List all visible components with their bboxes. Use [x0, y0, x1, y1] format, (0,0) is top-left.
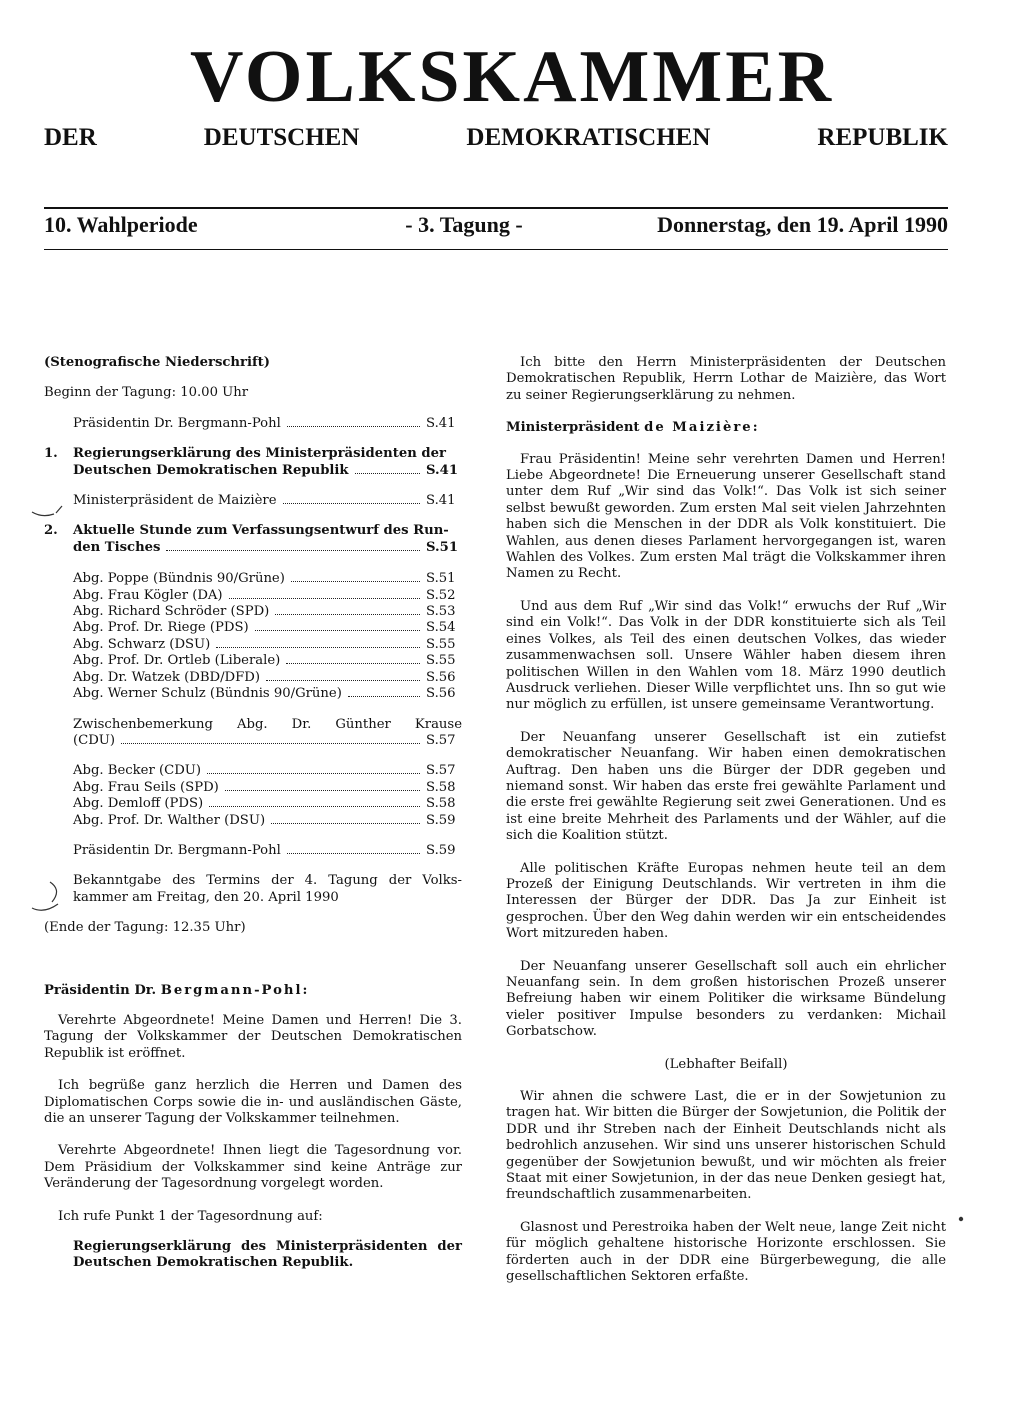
toc-entry — [73, 604, 462, 620]
toc-entry — [44, 493, 462, 509]
toc-page: S.57 — [426, 732, 456, 748]
toc-leader — [275, 614, 420, 615]
header-rule-bottom — [44, 249, 948, 250]
announcement-entry — [44, 873, 462, 906]
toc-label: Ministerpräsident de Maizière — [73, 493, 277, 509]
agenda-title-line: Aktuelle Stunde zum Verfassungsentwurf des Run- — [73, 523, 449, 539]
session-date: Donnerstag, den 19. April 1990 — [657, 212, 948, 237]
agenda-title-line: den Tisches — [73, 539, 161, 555]
toc-page: S.56 — [426, 686, 456, 702]
applause-note: (Lebhafter Beifall) — [664, 1056, 788, 1072]
speech-paragraph: Der Neuanfang unserer Gesellschaft ist ein zutiefst demokratischer Neuanfang. Wir haben einen demokratischen Auftrag. Den haben uns die Bürger der DDR gegeben und niemand sonst. Wir haben das erste frei gewählte Parlament und die erste frei gewählte Regierung seit zwei Generationen. Und es ist eine breite Mehrheit des Parlaments und der Wähler, auf die sich die Koalition stützt. — [506, 729, 946, 844]
toc-label: Abg. Dr. Watzek (DBD/DFD) — [73, 669, 260, 685]
subtitle-word: DER — [44, 124, 97, 151]
toc-label: (CDU) — [73, 732, 116, 748]
toc-label: Abg. Prof. Dr. Walther (DSU) — [73, 812, 266, 828]
toc-page: S.52 — [426, 587, 456, 603]
speaker-list-2 — [44, 763, 462, 829]
agenda-number: 1. — [44, 446, 58, 462]
toc-label: Abg. Schwarz (DSU) — [73, 636, 211, 652]
subtitle-word: DEUTSCHEN — [203, 124, 360, 151]
toc-leader — [286, 663, 420, 664]
toc-entry — [73, 686, 462, 702]
agenda-item-2 — [44, 523, 462, 556]
toc-entry — [73, 637, 462, 653]
dot-mark-icon — [956, 1214, 966, 1224]
toc-leader — [291, 581, 420, 582]
toc-leader — [287, 853, 420, 854]
masthead-subtitle — [44, 124, 948, 152]
speaker-list-1 — [44, 571, 462, 702]
toc-leader — [166, 550, 420, 551]
toc-entry — [73, 813, 462, 829]
toc-label: Abg. Frau Seils (SPD) — [73, 779, 219, 795]
speech-paragraph: Glasnost und Perestroika haben der Welt neue, lange Zeit nicht für möglich gehaltene historische Horizonte erschlossen. Sie förderten auch in der DDR eine Bürgerbewegung, die alle gesellschaftlichen Sektoren erfaßte. — [506, 1219, 946, 1285]
toc-entry — [73, 670, 462, 686]
subtitle-word: DEMOKRATISCHEN — [466, 124, 711, 151]
right-column — [506, 355, 946, 1302]
speaker-colon: : — [752, 420, 758, 436]
agenda-item-1 — [44, 446, 462, 479]
toc-leader — [121, 743, 420, 744]
speaker-name: de Maizière — [644, 420, 753, 436]
toc-entry — [44, 843, 462, 859]
toc-entry — [73, 796, 462, 812]
speech-paragraph: Alle politischen Kräfte Europas nehmen heute teil an dem Prozeß der Einigung Deutschlands. Wir vertreten in ihm die Interessen der Bürger der DDR. Das Ja zur Einheit ist gesprochen. Über den Weg dahin werden wir ein entscheidendes Wort mitzureden haben. — [506, 860, 946, 942]
toc-page: S.57 — [426, 763, 456, 779]
agenda-title-line: Deutschen Demokratischen Republik — [73, 462, 349, 478]
toc-page: S.58 — [426, 796, 456, 812]
toc-page: S.41 — [426, 493, 456, 509]
speech-paragraph: Ich begrüße ganz herzlich die Herren und Damen des Diplomatischen Corps sowie die in- und ausländischen Gäste, die an unserer Tagung der Volkskammer teilnehmen. — [44, 1078, 462, 1126]
toc-leader — [255, 630, 420, 631]
toc-leader — [348, 696, 420, 697]
toc-page: S.54 — [426, 620, 456, 636]
subtitle-word: REPUBLIK — [817, 124, 948, 151]
toc-label: Abg. Richard Schröder (SPD) — [73, 604, 270, 620]
toc-entry — [44, 416, 462, 432]
toc-label: Präsidentin Dr. Bergmann-Pohl — [73, 415, 281, 431]
toc-entry — [73, 780, 462, 796]
speech-paragraph: Wir ahnen die schwere Last, die er in der Sowjetunion zu tragen hat. Wir bitten die Bürger der Sowjetunion, die Politik der DDR und ihr Streben nach der Einheit Deutschlands nicht als bedrohlich anzusehen. Wir sind uns unserer historischen Schuld gegenüber der Sowjetunion bewußt, und wir möchten als freier Staat mit einer Sowjetunion, in der das neue Denken gesiegt hat, freundschaftlich zusammenarbeiten. — [506, 1089, 946, 1203]
toc-leader — [283, 503, 420, 504]
toc-label: Abg. Becker (CDU) — [73, 763, 202, 779]
toc-label: Abg. Frau Kögler (DA) — [73, 587, 223, 603]
speech-paragraph: Ich rufe Punkt 1 der Tagesordnung auf: — [58, 1208, 323, 1224]
toc-leader — [266, 680, 420, 681]
announcement-line: Bekanntgabe des Termins der 4. Tagung der Volks- — [73, 873, 462, 889]
toc-leader — [287, 426, 420, 427]
session-begin: Beginn der Tagung: 10.00 Uhr — [44, 385, 249, 401]
interjection-entry — [44, 717, 462, 750]
toc-leader — [209, 806, 420, 807]
agenda-title-line: Regierungserklärung des Ministerpräsidenten der — [73, 446, 446, 462]
toc-page: S.53 — [426, 604, 456, 620]
toc-label: Abg. Prof. Dr. Riege (PDS) — [73, 620, 249, 636]
legislative-period: 10. Wahlperiode — [44, 212, 198, 237]
toc-page: S.41 — [426, 415, 456, 431]
toc-entry — [73, 540, 462, 556]
toc-label: Abg. Demloff (PDS) — [73, 796, 204, 812]
toc-page: S.59 — [426, 812, 456, 828]
toc-leader — [229, 598, 420, 599]
toc-leader — [225, 790, 420, 791]
announcement-line: kammer am Freitag, den 20. April 1990 — [73, 889, 339, 905]
agenda-number: 2. — [44, 523, 58, 539]
dateline — [44, 212, 948, 244]
toc-entry — [73, 588, 462, 604]
toc-label: Zwischenbemerkung Abg. Dr. Günther Krause — [73, 716, 462, 732]
toc-page: S.58 — [426, 779, 456, 795]
toc-entry — [73, 733, 462, 749]
toc-entry — [73, 763, 462, 779]
speech-paragraph: Verehrte Abgeordnete! Meine Damen und Herren! Die 3. Tagung der Volkskammer der Deutschen Demokratischen Republik ist eröffnet. — [44, 1012, 462, 1061]
speech-paragraph: Der Neuanfang unserer Gesellschaft soll auch ein ehrlicher Neuanfang sein. In dem großen historischen Prozeß unserer Befreiung haben wir einem Politiker die wirksame Bündelung vieler positiver Impulse besonders zu verdanken: Michail Gorbatschow. — [506, 958, 946, 1040]
toc-leader — [207, 773, 420, 774]
pencil-mark-icon — [30, 502, 66, 522]
toc-label: Abg. Poppe (Bündnis 90/Grüne) — [73, 571, 285, 587]
session-end: (Ende der Tagung: 12.35 Uhr) — [44, 920, 246, 936]
toc-page: S.56 — [426, 669, 456, 685]
pencil-mark-icon — [28, 880, 68, 916]
toc-label: Abg. Prof. Dr. Ortleb (Liberale) — [73, 653, 281, 669]
toc-entry — [73, 571, 462, 587]
toc-entry — [73, 653, 462, 669]
left-column — [44, 355, 462, 1272]
toc-entry — [73, 620, 462, 636]
speaker-colon: : — [302, 982, 308, 998]
header-rule-top — [44, 207, 948, 209]
masthead-title: VOLKSKAMMER — [189, 36, 835, 118]
toc-leader — [216, 647, 420, 648]
agenda-item-call: Regierungserklärung des Ministerpräsidenten der Deutschen Demokratischen Republik. — [73, 1239, 462, 1271]
speaker-name: Bergmann-Pohl — [160, 982, 303, 998]
speech-paragraph: Und aus dem Ruf „Wir sind das Volk!“ erwuchs der Ruf „Wir sind ein Volk!“. Das Volk in der DDR konstituierte sich als Teil eines Volkes, als Teil des einen deutschen Volkes, das wieder zusammenwachsen soll. Unsere Wähler haben diesem ihren politischen Willen in den Wahlen vom 18. März 1990 deutlich Ausdruck verliehen. Dieser Wille verpflichtet uns. Ihn so gut wie nur möglich zu erfüllen, ist unsere gemeinsame Verantwortung. — [506, 598, 946, 713]
toc-entry — [73, 463, 462, 479]
transcript-heading: (Stenografische Niederschrift) — [44, 355, 270, 370]
toc-page: S.51 — [426, 539, 458, 555]
speaker-heading — [506, 420, 946, 436]
toc-page: S.59 — [426, 842, 456, 858]
speaker-title: Präsidentin Dr. — [44, 982, 161, 998]
toc-page: S.41 — [426, 462, 458, 478]
session-number: - 3. Tagung - — [405, 212, 523, 237]
toc-page: S.55 — [426, 636, 456, 652]
toc-leader — [271, 823, 420, 824]
speaker-heading — [44, 983, 462, 999]
speaker-title: Ministerpräsident — [506, 420, 645, 436]
toc-leader — [355, 473, 420, 474]
toc-page: S.55 — [426, 653, 456, 669]
toc-page: S.51 — [426, 571, 456, 587]
speech-paragraph: Ich bitte den Herrn Ministerpräsidenten der Deutschen Demokratischen Republik, Herrn Lothar de Maizière, das Wort zu seiner Regierungserklärung zu nehmen. — [506, 355, 946, 403]
speech-paragraph: Frau Präsidentin! Meine sehr verehrten Damen und Herren! Liebe Abgeordnete! Die Erneuerung unserer Gesellschaft stand unter dem Ruf „Wir sind das Volk!“. Das Volk ist sich seiner selbst bewußt geworden. Zum ersten Mal seit vielen Jahrzehnten haben sich die Menschen in der DDR als Volk konstituiert. Die Wahlen, aus denen dieses Parlament hervorgegangen ist, waren Wahlen des Volkes. Zum ersten Mal trägt die Volkskammer ihren Namen zu Recht. — [506, 451, 946, 582]
toc-label: Präsidentin Dr. Bergmann-Pohl — [73, 842, 281, 858]
speech-paragraph: Verehrte Abgeordnete! Ihnen liegt die Tagesordnung vor. Dem Präsidium der Volkskammer sind keine Anträge zur Veränderung der Tagesordnung vorgelegt worden. — [44, 1143, 462, 1192]
toc-label: Abg. Werner Schulz (Bündnis 90/Grüne) — [73, 686, 342, 702]
